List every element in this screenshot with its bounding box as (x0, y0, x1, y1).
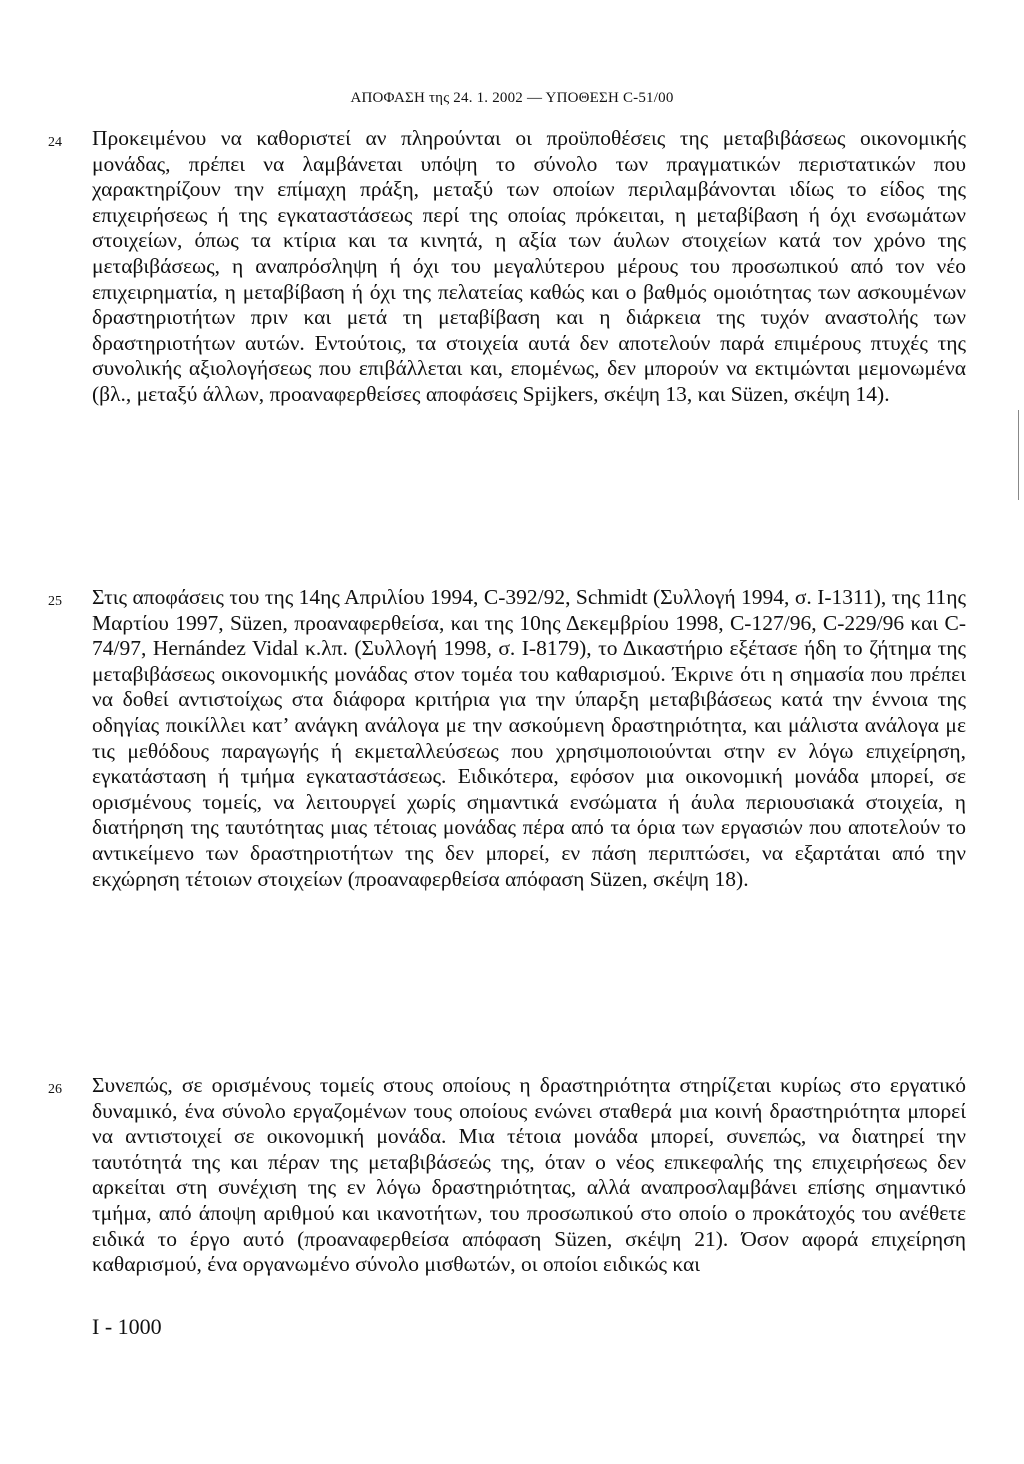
paragraph-text: Συνεπώς, σε ορισμένους τομείς στους οποίους η δραστηριότητα στηρίζεται κυρίως στο εργατικό δυναμικό, ένα σύνολο εργαζομένων τους οποίους ενώνει σταθερά μια κοινή δραστηριότητα μπορεί να αντιστοιχεί σε οικονομική μονάδα. Μια τέτοια μονάδα μπορεί, συνεπώς, να διατηρεί την ταυτότητά της και πέραν της μεταβιβάσεώς της, όταν ο νέος επικεφαλής της επιχειρήσεως δεν αρκείται στη συνέχιση της εν λόγω δραστηριότητας, αλλά αναπροσλαμβάνει επίσης σημαντικό τμήμα, από άποψη αριθμού και ικανοτήτων, του προσωπικού στο οποίο ο προκάτοχός του ανέθετε ειδικά το έργο αυτό (προαναφερθείσα απόφαση Süzen, σκέψη 21). Όσον αφορά επιχείρηση καθαρισμού, ένα οργανωμένο σύνολο μισθωτών, οι οποίοι ειδικώς και (92, 1073, 966, 1277)
paragraph-text: Στις αποφάσεις του της 14ης Απριλίου 1994, C-392/92, Schmidt (Συλλογή 1994, σ. I-1311), της 11ης Μαρτίου 1997, Süzen, προαναφερθείσα, και της 10ης Δεκεμβρίου 1998, C-127/96, C-229/96 και C-74/97, Hernández Vidal κ.λπ. (Συλλογή 1998, σ. I-8179), το Δικαστήριο εξέτασε ήδη το ζήτημα της μεταβιβάσεως οικονομικής μονάδας στον τομέα του καθαρισμού. Έκρινε ότι η σημασία που πρέπει να δοθεί αντιστοίχως στα διάφορα κριτήρια για την ύπαρξη μεταβιβάσεως κατά την έννοια της οδηγίας ποικίλλει κατ’ ανάγκη ανάλογα με την ασκούμενη δραστηριότητα, και μάλιστα ανάλογα με τις μεθόδους παραγωγής ή εκμεταλλεύσεως που χρησιμοποιούνται στην εν λόγω επιχείρηση, εγκατάσταση ή τμήμα εγκαταστάσεως. Ειδικότερα, εφόσον μια οικονομική μονάδα μπορεί, σε ορισμένους τομείς, να λειτουργεί χωρίς σημαντικά ενσώματα ή άυλα περιουσιακά στοιχεία, η διατήρηση της ταυτότητας μιας τέτοιας μονάδας πέρα από τα όρια των εργασιών που αποτελούν το αντικείμενο των δραστηριοτήτων της δεν μπορεί, εν πάση περιπτώσει, να εξαρτάται από την εκχώρηση τέτοιων στοιχείων (προαναφερθείσα απόφαση Süzen, σκέψη 18). (92, 585, 966, 891)
paragraph-25 (48, 585, 968, 892)
paragraph-26 (48, 1073, 968, 1278)
paragraph-number: 24 (48, 135, 62, 150)
paragraph-24 (48, 126, 968, 408)
page-number: I - 1000 (92, 1314, 162, 1339)
margin-rule (1018, 410, 1019, 500)
paragraph-number: 25 (48, 594, 62, 609)
paragraph-number: 26 (48, 1082, 62, 1097)
paragraph-text: Προκειμένου να καθοριστεί αν πληρούνται οι προϋποθέσεις της μεταβιβάσεως οικονομικής μονάδας, πρέπει να λαμβάνεται υπόψη το σύνολο των πραγματικών περιστατικών που χαρακτηρίζουν την επίμαχη πράξη, μεταξύ των οποίων περιλαμβάνονται ιδίως το είδος της επιχειρήσεως ή της εγκαταστάσεως περί της οποίας πρόκειται, η μεταβίβαση ή όχι ενσωμάτων στοιχείων, όπως τα κτίρια και τα κινητά, η αξία των άυλων στοιχείων κατά τον χρόνο της μεταβιβάσεως, η αναπρόσληψη ή όχι του μεγαλύτερου μέρους του προσωπικού από τον νέο επιχειρηματία, η μεταβίβαση ή όχι της πελατείας καθώς και ο βαθμός ομοιότητας των ασκουμένων δραστηριοτήτων πριν και μετά τη μεταβίβαση και η διάρκεια της τυχόν αναστολής των δραστηριοτήτων αυτών. Εντούτοις, τα στοιχεία αυτά δεν αποτελούν παρά επιμέρους πτυχές της συνολικής αξιολογήσεως που επιβάλλεται και, επομένως, δεν μπορούν να εκτιμώνται μεμονωμένα (βλ., μεταξύ άλλων, προαναφερθείσες αποφάσεις Spijkers, σκέψη 13, και Süzen, σκέψη 14). (92, 126, 966, 406)
running-header: ΑΠΟΦΑΣΗ της 24. 1. 2002 — ΥΠΟΘΕΣΗ C-51/00 (350, 90, 674, 106)
